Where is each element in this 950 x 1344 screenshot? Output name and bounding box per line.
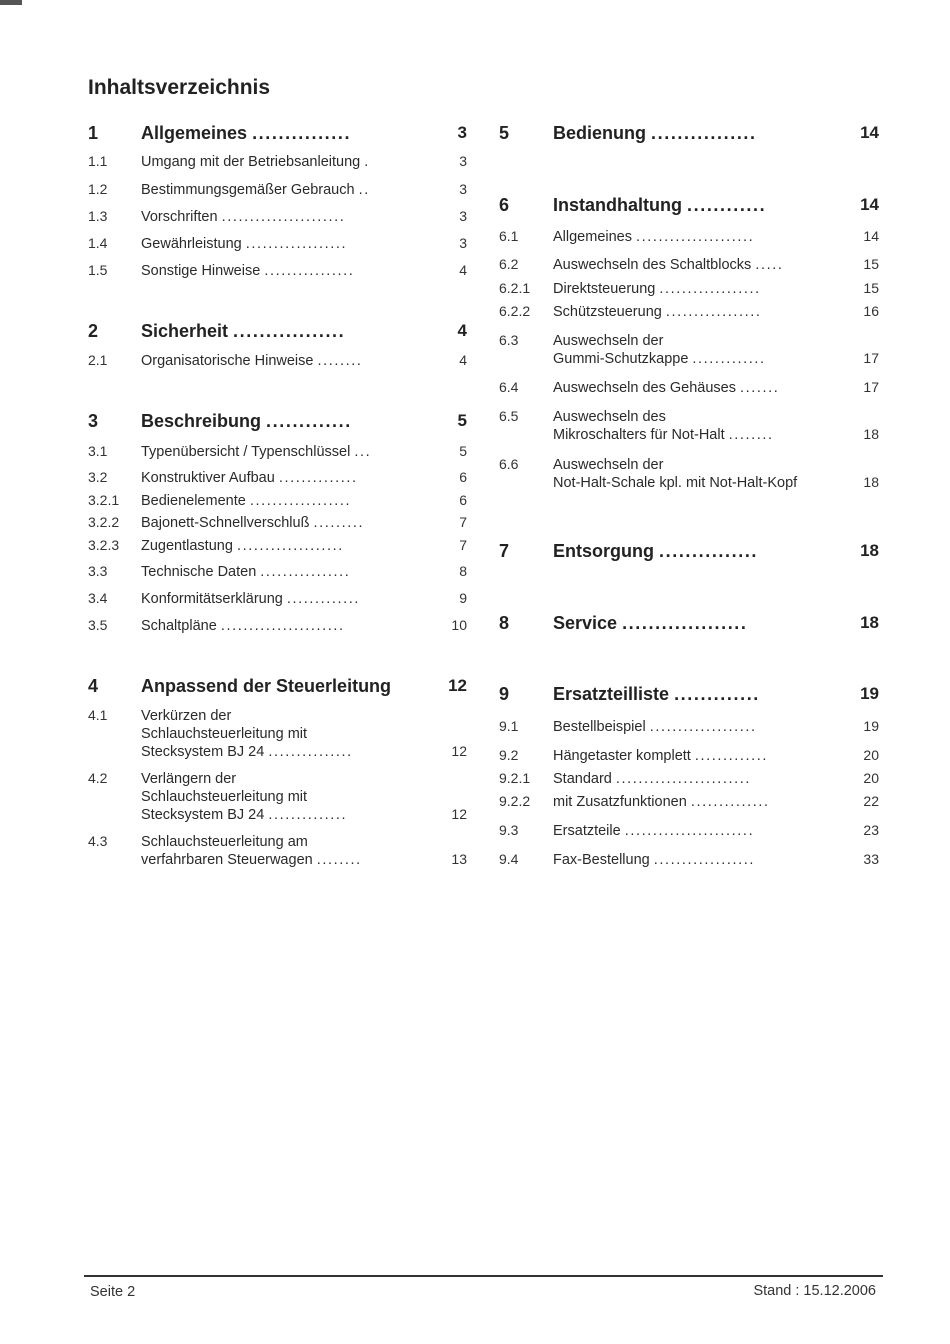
toc-entry-title: Mikroschalters für Not-Halt ........ [553, 427, 774, 443]
toc-page-number: 12 [451, 806, 467, 822]
toc-page-number: 14 [860, 195, 879, 214]
toc-page-number: 3 [459, 181, 467, 197]
toc-page-number: 9 [459, 590, 467, 606]
toc-entry-title: Auswechseln des Schaltblocks ..... [553, 257, 784, 273]
toc-entry-title: verfahrbaren Steuerwagen ........ [141, 852, 362, 868]
toc-entry-title: Bedienelemente .................. [141, 493, 352, 509]
toc-leader-dots: .................. [653, 852, 756, 868]
toc-leader-dots: ................... [622, 613, 748, 633]
toc-entry-title: Schlauchsteuerleitung mit [141, 726, 308, 742]
toc-leader-dots: ................. [665, 304, 762, 320]
toc-entry-title: Ersatzteilliste ............. [553, 684, 760, 704]
footer-page-number: Seite 2 [90, 1284, 136, 1300]
toc-entry-number: 7 [499, 541, 510, 561]
toc-entry-title: Gewährleistung .................. [141, 236, 348, 252]
toc-entry-number: 4.1 [88, 707, 108, 723]
toc-entry-number: 1.1 [88, 153, 108, 169]
toc-leader-dots: ........ [316, 852, 362, 868]
toc-entry-title: Bestellbeispiel ................... [553, 719, 757, 735]
toc-leader-dots: ... [354, 444, 372, 460]
toc-entry-number: 6.3 [499, 332, 519, 348]
toc-page-number: 18 [863, 426, 879, 442]
toc-page-number: 17 [863, 350, 879, 366]
toc-leader-dots: .. [358, 182, 370, 198]
toc-entry-title: Verkürzen der [141, 708, 232, 724]
toc-entry-number: 9.2 [499, 747, 519, 763]
toc-leader-dots: ........................ [615, 771, 751, 787]
toc-page-number: 7 [459, 514, 467, 530]
toc-page-number: 10 [451, 617, 467, 633]
toc-page-number: 17 [863, 379, 879, 395]
toc-entry-number: 6.5 [499, 408, 519, 424]
toc-leader-dots: . [364, 154, 370, 170]
toc-entry-number: 3.2.1 [88, 492, 120, 508]
toc-leader-dots: .................. [249, 493, 352, 509]
toc-entry-title: Verlängern der [141, 771, 237, 787]
toc-entry-number: 1 [88, 123, 99, 143]
toc-page-number: 23 [863, 822, 879, 838]
toc-entry-title: Bajonett-Schnellverschluß ......... [141, 515, 365, 531]
toc-page-number: 20 [863, 770, 879, 786]
toc-entry-title: Typenübersicht / Typenschlüssel ... [141, 444, 372, 460]
toc-page-number: 14 [863, 228, 879, 244]
toc-leader-dots: ................ [264, 263, 355, 279]
toc-entry-title: Stecksystem BJ 24 ............... [141, 744, 353, 760]
toc-page-number: 8 [459, 563, 467, 579]
toc-page-number: 33 [863, 851, 879, 867]
toc-page-number: 3 [459, 235, 467, 251]
toc-entry-number: 6 [499, 195, 510, 215]
toc-page-number: 22 [863, 793, 879, 809]
toc-entry-number: 9.2.2 [499, 793, 531, 809]
toc-entry-title: Sonstige Hinweise ................ [141, 263, 355, 279]
toc-entry-number: 2.1 [88, 352, 108, 368]
toc-entry-title: Ersatzteile ....................... [553, 823, 755, 839]
toc-entry-title: Allgemeines ..................... [553, 229, 755, 245]
toc-leader-dots: ......... [313, 515, 365, 531]
toc-entry-title: Allgemeines ............... [141, 123, 352, 143]
toc-entry-title: Entsorgung ............... [553, 541, 759, 561]
toc-leader-dots: .............. [268, 807, 348, 823]
toc-leader-dots: ........ [317, 353, 363, 369]
toc-entry-number: 1.4 [88, 235, 108, 251]
toc-page-number: 3 [459, 208, 467, 224]
toc-entry-number: 4 [88, 676, 99, 696]
toc-entry-number: 9 [499, 684, 510, 704]
toc-entry-number: 9.1 [499, 718, 519, 734]
toc-leader-dots: .............. [690, 794, 770, 810]
toc-entry-title: Auswechseln des Gehäuses ....... [553, 380, 780, 396]
toc-entry-number: 4.3 [88, 833, 108, 849]
toc-entry-number: 3.2.2 [88, 514, 120, 530]
toc-entry-title: Service ................... [553, 613, 748, 633]
toc-leader-dots: ................ [260, 564, 351, 580]
toc-entry-title: Gummi-Schutzkappe ............. [553, 351, 766, 367]
toc-entry-number: 5 [499, 123, 510, 143]
toc-page-number: 3 [457, 123, 467, 142]
toc-leader-dots: ...................... [221, 209, 346, 225]
toc-entry-title: Konformitätserklärung ............. [141, 591, 361, 607]
page-title: Inhaltsverzeichnis [88, 76, 271, 99]
toc-page-number: 18 [860, 613, 879, 632]
toc-entry-title: Direktsteuerung .................. [553, 281, 761, 297]
toc-page-number: 4 [459, 262, 467, 278]
toc-entry-title: Anpassend der Steuerleitung [141, 676, 392, 696]
toc-page-number: 19 [863, 718, 879, 734]
toc-entry-title: Standard ........................ [553, 771, 751, 787]
toc-leader-dots: .................. [659, 281, 761, 297]
toc-page-number: 6 [459, 492, 467, 508]
toc-page-number: 12 [448, 676, 467, 695]
toc-entry-number: 3 [88, 411, 99, 431]
toc-entry-title: Vorschriften ...................... [141, 209, 346, 225]
toc-entry-number: 6.2 [499, 256, 519, 272]
toc-entry-title: Schlauchsteuerleitung am [141, 834, 308, 850]
toc-entry-number: 1.5 [88, 262, 108, 278]
toc-entry-number: 2 [88, 321, 99, 341]
toc-leader-dots: ....................... [624, 823, 755, 839]
toc-entry-number: 3.5 [88, 617, 108, 633]
toc-entry-number: 6.1 [499, 228, 519, 244]
toc-entry-title: Schlauchsteuerleitung mit [141, 789, 308, 805]
toc-leader-dots: .............. [278, 470, 358, 486]
toc-entry-title: Bestimmungsgemäßer Gebrauch .. [141, 182, 370, 198]
toc-page-number: 19 [860, 684, 879, 703]
toc-leader-dots: ............. [694, 748, 769, 764]
toc-entry-number: 1.2 [88, 181, 108, 197]
toc-entry-title: Zugentlastung ................... [141, 538, 344, 554]
toc-leader-dots: ................. [233, 321, 346, 341]
toc-entry-number: 4.2 [88, 770, 108, 786]
toc-entry-title: Umgang mit der Betriebsanleitung . [141, 154, 370, 170]
toc-entry-title: Organisatorische Hinweise ........ [141, 353, 363, 369]
toc-entry-title: Bedienung ................ [553, 123, 757, 143]
toc-page-number: 4 [457, 321, 467, 340]
toc-leader-dots: ............... [659, 541, 759, 561]
toc-entry-number: 3.2 [88, 469, 108, 485]
toc-page-number: 6 [459, 469, 467, 485]
toc-entry-title: Sicherheit ................. [141, 321, 346, 341]
toc-leader-dots: ............... [252, 123, 352, 143]
toc-entry-number: 6.4 [499, 379, 519, 395]
toc-leader-dots: ............. [286, 591, 361, 607]
toc-leader-dots: ..................... [636, 229, 755, 245]
toc-entry-number: 8 [499, 613, 510, 633]
toc-leader-dots: ................... [649, 719, 757, 735]
toc-entry-number: 3.3 [88, 563, 108, 579]
toc-page-number: 5 [457, 411, 467, 430]
toc-page-number: 15 [863, 256, 879, 272]
toc-page-number: 7 [459, 537, 467, 553]
toc-leader-dots: ....... [740, 380, 780, 396]
toc-entry-number: 6.6 [499, 456, 519, 472]
toc-entry-title: Auswechseln der [553, 457, 664, 473]
toc-leader-dots: ........ [728, 427, 774, 443]
toc-leader-dots: ..... [755, 257, 784, 273]
footer-divider [84, 1275, 883, 1277]
toc-entry-title: Technische Daten ................ [141, 564, 351, 580]
toc-page-number: 18 [863, 474, 879, 490]
toc-page-number: 3 [459, 153, 467, 169]
toc-entry-title: Konstruktiver Aufbau .............. [141, 470, 358, 486]
toc-entry-number: 3.1 [88, 443, 108, 459]
toc-entry-title: Not-Halt-Schale kpl. mit Not-Halt-Kopf [553, 475, 798, 491]
toc-entry-title: Auswechseln des [553, 409, 666, 425]
toc-entry-title: Fax-Bestellung .................. [553, 852, 756, 868]
toc-entry-number: 9.3 [499, 822, 519, 838]
toc-entry-number: 1.3 [88, 208, 108, 224]
toc-entry-number: 6.2.2 [499, 303, 531, 319]
toc-page-number: 18 [860, 541, 879, 560]
toc-leader-dots: .................. [245, 236, 348, 252]
toc-leader-dots: ............. [674, 684, 760, 704]
toc-entry-number: 9.2.1 [499, 770, 531, 786]
toc-entry-title: Hängetaster komplett ............. [553, 748, 769, 764]
toc-leader-dots: ............ [687, 195, 767, 215]
toc-entry-title: Stecksystem BJ 24 .............. [141, 807, 348, 823]
toc-entry-number: 3.2.3 [88, 537, 120, 553]
toc-page-number: 14 [860, 123, 879, 142]
toc-entry-title: Schaltpläne ...................... [141, 618, 345, 634]
toc-leader-dots: ............... [268, 744, 353, 760]
toc-leader-dots: ............. [692, 351, 766, 367]
toc-entry-number: 9.4 [499, 851, 519, 867]
scan-corner-mark [0, 0, 22, 5]
toc-leader-dots: ...................... [220, 618, 345, 634]
toc-page-number: 5 [459, 443, 467, 459]
toc-entry-title: Schützsteuerung ................. [553, 304, 762, 320]
toc-entry-title: Auswechseln der [553, 333, 664, 349]
toc-page-number: 15 [863, 280, 879, 296]
toc-entry-title: mit Zusatzfunktionen .............. [553, 794, 770, 810]
toc-page-number: 20 [863, 747, 879, 763]
toc-entry-number: 6.2.1 [499, 280, 531, 296]
toc-page-number: 4 [459, 352, 467, 368]
toc-entry-title: Beschreibung ............. [141, 411, 352, 431]
toc-leader-dots: ............. [266, 411, 352, 431]
toc-leader-dots: ................ [651, 123, 757, 143]
toc-page-number: 12 [451, 743, 467, 759]
toc-page-number: 13 [451, 851, 467, 867]
footer-date: Stand : 15.12.2006 [753, 1283, 876, 1299]
toc-entry-number: 3.4 [88, 590, 108, 606]
toc-leader-dots: ................... [236, 538, 344, 554]
toc-entry-title: Instandhaltung ............ [553, 195, 767, 215]
toc-page-number: 16 [863, 303, 879, 319]
